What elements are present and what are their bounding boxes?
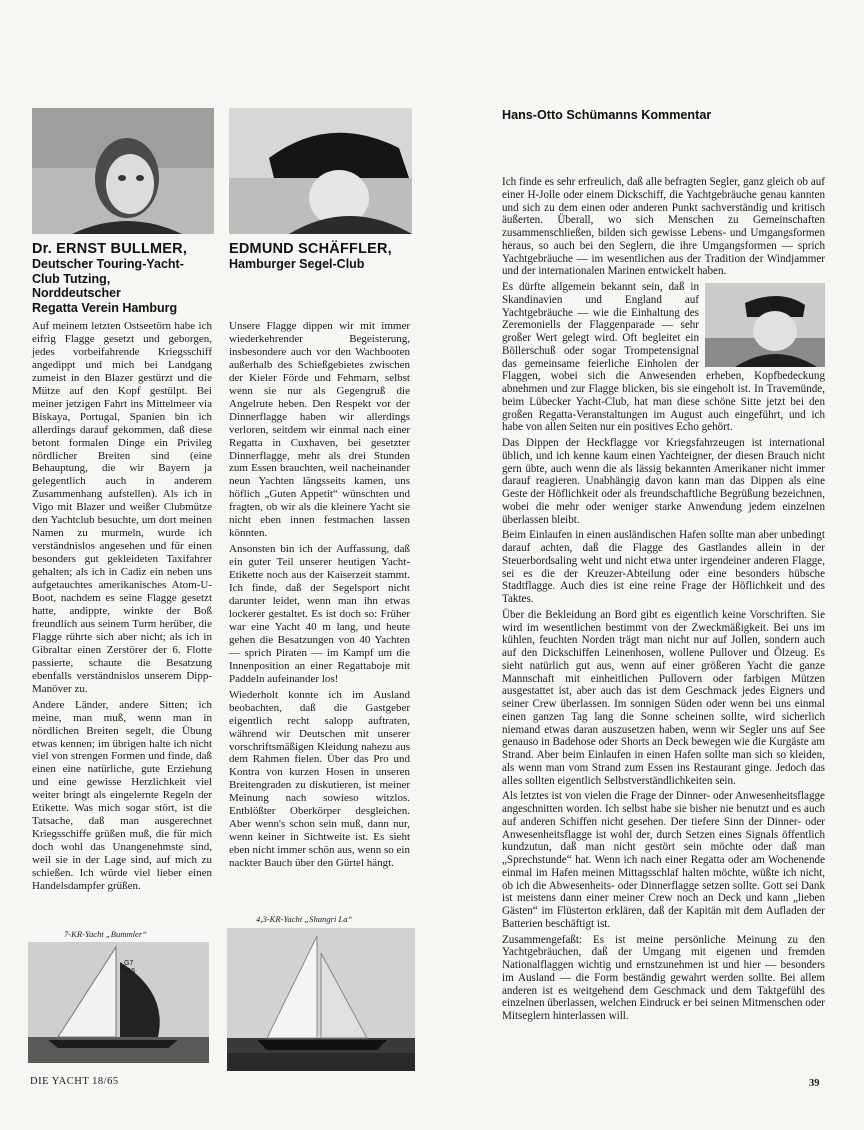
middle-column-text [229, 320, 410, 873]
yacht-photo-shangri-la [227, 928, 415, 1071]
club-line: Norddeutscher [32, 286, 121, 300]
portrait-image [229, 108, 412, 234]
portrait-photo-schaeffler [229, 108, 412, 234]
inset-portrait-image [705, 283, 825, 367]
paragraph-text: Es dürfte allgemein bekannt sein, daß in Skandinavien und England auf Yachtgebräuche — wie die Einhaltung des Zeremoniells der Flaggenparade — sehr großer Wert gelegt wird. Oft begleitet ein Böllerschuß oder sogar Trompetensignal das gemeinsame feierliche Einholen der Flaggen, wobei sich die Anwesenden erheben, Kopfbedeckung abnehmen und zur Flagge blicken, bis sie eingeholt ist. In Travemünde, beim Lübecker Yacht-Club, hat man diese schöne Sitte jetzt bei den großen Regatta-Veranstaltungen im August auch eingeführt, und ich habe von allen Seiten nur ein positives Echo gehört. [502, 281, 825, 434]
paragraph: Andere Länder, andere Sitten; ich meine, man muß, wenn man in nördlichen Breiten segelt, die Übung etwas kennen; im übrigen halte ich nicht viel von strengen Formen und finde, daß einen eine natürliche, gute Erziehung und eine gewisse Herzlichkeit viel weiter bringt als eingelernte Regeln der Etikette. Was mich sogar stört, ist die Tatsache, daß man ausgerechnet Kriegsschiffe grüßen muß, die für mich doch wohl das Unangenehmste sind, weil sie in der Lage sind, auf mich zu schießen. Ich würde viel lieber einen Handelsdampfer grüßen. [32, 698, 212, 892]
club-line: Deutscher Touring-Yacht- [32, 257, 184, 271]
yacht-photo-bummler [28, 942, 209, 1063]
paragraph: Auf meinem letzten Ostseetörn habe ich eifrig Flagge gesetzt und geborgen, jedes vorbeifahrende Kriegsschiff angedippt und mich bei Landgang zumeist in den Blazer gestürzt und die Mütze auf den Kopf gestülpt. Bei meiner jetzigen Fahrt ins Mittelmeer via Biskaya, Portugal, Spanien bin ich allerdings darauf gekommen, daß diese betont formalen Dinge ein Privileg nördlicher Breiten sind (eine Behauptung, die wir Bayern ja gelegentlich auch in anderem Zusammenhang aufstellen). Als ich in Vigo mit Blazer und weißer Clubmütze den Yachtclub besuchte, um dort meinen Namen zu murmeln, wurde ich verständnislos angesehen und für einen besonders gut gekleideten Taxifahrer gehalten; als ich in Cadiz ein neben uns aufgetauchtes amerikanisches Atom-U-Boot, nachdem es seine Flagge gesetzt hatte, andippte, winkte der Boß freundlich aus seinem Turm herüber, die Flagge rührte sich aber nicht; als ich in Gibraltar einen Zerstörer der 6. Flotte passierte, schaute die Besatzung ebenfalls verständnislos unserem Dipp-Manöver zu. [32, 320, 212, 695]
paragraph: Unsere Flagge dippen wir mit immer wiederkehrender Begeisterung, insbesondere auch vor den Wachbooten außerhalb des Schießgebietes zwischen der Kieler Förde und Fehmarn, selbst wenn sie nur als Gegengruß die Angelrute heben. Den Respekt vor der Dinnerflagge haben wir allerdings verloren, seitdem wir einmal nach einer Regatta in Cuxhaven, bei gesetzter Dinnerflagge, mehr als drei Stunden zum Essen brauchten, weil nacheinander neun Yachten längsseits kamen, uns höflich „Guten Appetit“ wünschten und fragten, ob wir als die kleinere Yacht sie nicht eben innen festmachen lassen könnten. [229, 320, 410, 540]
paragraph: Ich finde es sehr erfreulich, daß alle befragten Segler, ganz gleich ob auf einer H-Jolle oder einem Dickschiff, die Yachtgebräuche genau kannten und sich zu dem einen oder anderen Punkt sachverständig und kritisch äußerten. Überall, wo sich Menschen zu Gemeinschaften zusammenschließen, bilden sich gewisse Lebens- und Umgangsformen heraus, so auch bei den Seglern, die ihre Umgangsformen — sprich Yachtgebräuche — im wesentlichen aus der Tradition der Windjammer und der internationalen Marinen entwickelt haben. [502, 176, 825, 278]
page-number: 39 [809, 1078, 820, 1089]
yacht-caption-bummler: 7-KR-Yacht „Bummler“ [64, 929, 147, 939]
paragraph: Als letztes ist von vielen die Frage der Dinner- oder Anwesenheitsflagge angeschnitten worden. Ich selbst habe sie bisher nie benutzt und es auch auf anderen Schiffen nicht gesehen. Der tiefere Sinn der Dinner- oder Anwesenheitsflagge ist wohl der, durch Setzen eines Signals öffentlich kundzutun, daß man nicht gestört sein möchte oder daß man „Sprechstunde“ hat. Wenn ich nach einer Regatta oder am Wochenende einmal im Hafen meinen Mittagsschlaf halten möchte, wüßte ich nicht, ob ich die Abwesenheits- oder Dinnerflagge setzen sollte. Gott sei Dank ist meistens dann einer meiner Crew noch an Deck und kann „lieben Gästen“ im Flüsterton erklären, daß der Kapitän mit dem Aufladen der Batterien beschäftigt ist. [502, 790, 825, 930]
left-column-text [32, 320, 212, 896]
paragraph: Beim Einlaufen in einen ausländischen Hafen sollte man aber unbedingt darauf achten, daß die Flagge des Gastlandes allein in der Steuerbordsaling weht und nicht etwa unter irgendeiner anderen Flagge, sei es die der Kreuzer-Abteilung oder eine besonders hübsche Stadtflagge. Auch dies ist eine reine Frage der Höflichkeit und des Taktes. [502, 529, 825, 605]
name-block-bullmer [32, 241, 222, 315]
inset-portrait-photo [705, 283, 825, 367]
name-block-schaeffler [229, 241, 419, 272]
paragraph: Ansonsten bin ich der Auffassung, daß ein guter Teil unserer heutigen Yacht-Etikette noch aus der Kaiserzeit stammt. Ich finde, daß der Segelsport nicht darunter leidet, wenn man ihn etwas lockerer gestaltet. Es ist doch so: Früher war eine Yacht 40 m lang, und heute gehen die Besatzungen von 40 Yachten — sprich Piraten — im Kampf um die Innenposition an einer Regattaboje mit Paddeln aufeinander los! [229, 543, 410, 685]
yacht-caption-shangri-la: 4,3-KR-Yacht „Shangri La“ [256, 914, 353, 924]
paragraph: Über die Bekleidung an Bord gibt es eigentlich keine Vorschriften. Sie wird im wesentlichen bestimmt von der Zweckmäßigkeit. Bei uns im kühlen, feuchten Norden trägt man nicht nur auf Jollen, sondern auch auf den Dickschiffen Leinenhosen, wollene Pullover und Ölzeug. Es sieht natürlich gut aus, wenn auf einer größeren Yacht die ganze Mannschaft mit einheitlichen Pullovern oder farbigen Mützen ausgestattet ist, aber auch das ist dem Geschmack jedes Eigners und seiner Crew überlassen. Im sonnigen Süden oder wenn bei uns einmal einen ganzen Tag lang die Sonne scheinen sollte, wird sicherlich niemand etwas daran auszusetzen haben, wenn wir Segler uns auf See genauso in Badehose oder Shorts an Deck bewegen wie die Kurgäste am Strand. Aber beim Einlaufen in einen Hafen sollte man sich so kleiden, als wenn man vom Strand zum Essen ins Restaurant ginge. Jedoch das alles sollten eigentlich Selbstverständlichkeiten sein. [502, 608, 825, 787]
right-column-text [502, 176, 825, 1026]
paragraph-with-inset [502, 281, 825, 434]
club-line: Club Tutzing, [32, 271, 111, 286]
sail-number: G7 115 [124, 960, 136, 975]
magazine-issue: DIE YACHT 18/65 [30, 1076, 119, 1087]
person-name: EDMUND SCHÄFFLER, [229, 241, 392, 257]
yacht-image [227, 928, 415, 1071]
portrait-image [32, 108, 214, 234]
club-line: Hamburger Segel-Club [229, 257, 365, 271]
club-line: Regatta Verein Hamburg [32, 300, 178, 315]
paragraph: Zusammengefaßt: Es ist meine persönliche Meinung zu den Yachtgebräuchen, daß der Umgang mit eigenen und fremden Nationalflaggen wichtig und ernstzunehmen ist und hier — besonders im Ausland — die Form beständig gewahrt werden sollte. Bei allem anderen ist es weitgehend dem Geschmack und dem Taktgefühl des einzelnen überlassen, welchen Eindruck er bei seinen Mitmenschen oder Mitseglern hinterlassen will. [502, 933, 825, 1022]
portrait-photo-bullmer [32, 108, 214, 234]
paragraph: Wiederholt konnte ich im Ausland beobachten, daß die Gastgeber eigentlich recht salopp auftraten, während wir Deutschen mit unserer vorschriftsmäßigen Kleidung nahezu aus dem Rahmen fielen. Über das Pro und Kontra von kurzen Hosen in unseren Breitengraden zu diskutieren, ist meiner Meinung nach sowieso witzlos. Entblößter Oberkörper desgleichen. Aber wenn's schon sein muß, dann nur, wenn keiner in Sichtweite ist. Es sieht eben nicht immer schön aus, wenn so ein nackter Bauch über den Gürtel hängt. [229, 688, 410, 870]
paragraph: Das Dippen der Heckflagge vor Kriegsfahrzeugen ist international üblich, und ich kenne kaum einen Yachteigner, der diesen Brauch nicht gern übte, auch wenn die als lässig bekannten Amerikaner nicht immer darauf reagieren. Unabhängig davon kann man das Dippen als eine Geste der Höflichkeit oder als freundschaftliche Begrüßung bezeichnen, wobei die mehr oder weniger starke Anwendung jedem einzelnen überlassen bleibt. [502, 437, 825, 526]
commentary-heading: Hans-Otto Schümanns Kommentar [502, 108, 712, 122]
yacht-image [28, 942, 209, 1063]
person-name: Dr. ERNST BULLMER, [32, 241, 188, 257]
